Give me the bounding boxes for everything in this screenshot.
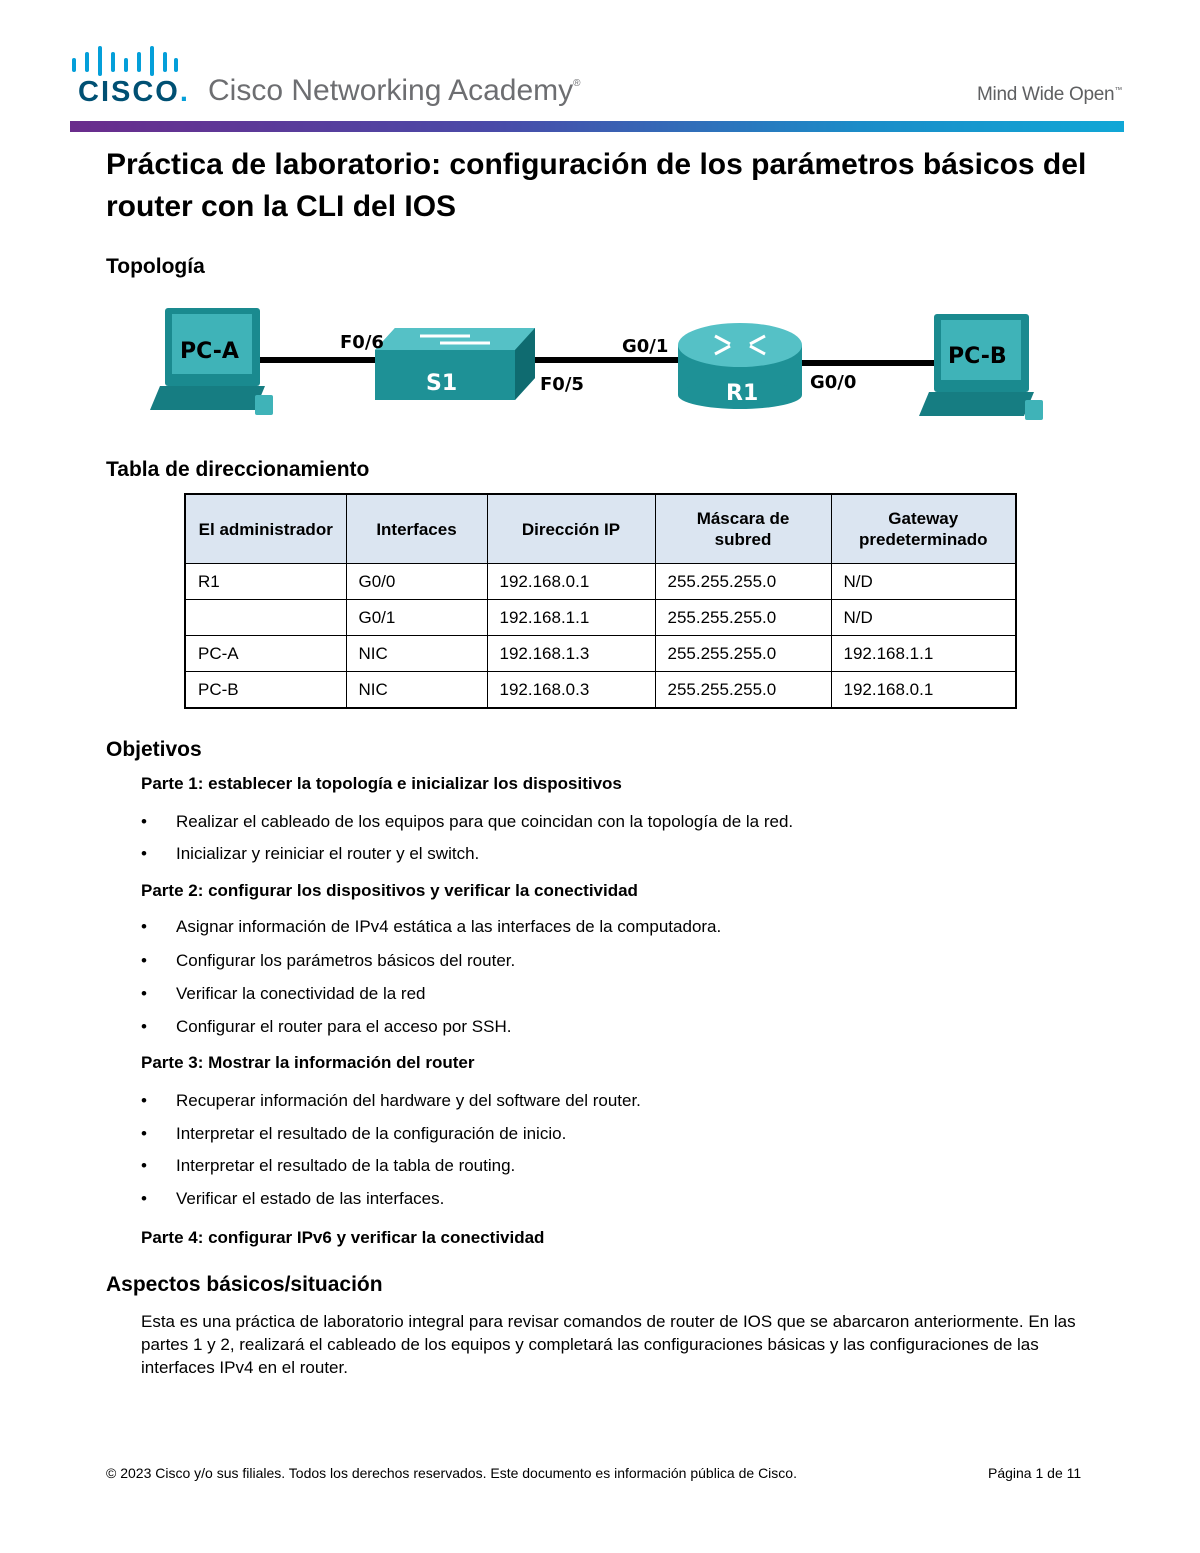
column-header: Gateway predeterminado (831, 494, 1016, 564)
document-title: Práctica de laboratorio: configuración de los parámetros básicos del router con la CLI del IOS (106, 148, 1087, 223)
part-2-title: Parte 2: configurar los dispositivos y verificar la conectividad (141, 881, 638, 900)
table-cell: PC-A (185, 636, 346, 672)
bullet-icon: • (141, 1189, 147, 1208)
router-r1-label: R1 (726, 381, 759, 406)
switch-s1-label: S1 (426, 371, 458, 396)
table-header-row (185, 494, 1016, 564)
tagline: Mind Wide Open™ (977, 84, 1123, 105)
table-cell: 192.168.1.1 (487, 600, 655, 636)
part-1-title: Parte 1: establecer la topología e inicializar los dispositivos (141, 774, 622, 793)
bullet-icon: • (141, 1091, 147, 1110)
table-row (185, 672, 1016, 709)
bullet-icon: • (141, 951, 147, 970)
bullet-icon: • (141, 1156, 147, 1175)
cisco-logo-wordmark: CISCO. (78, 76, 190, 108)
list-item: • Recuperar información del hardware y del software del router. (141, 1091, 641, 1110)
part-4-title: Parte 4: configurar IPv6 y verificar la conectividad (141, 1228, 545, 1247)
port-label-s1-f06: F0/6 (340, 332, 384, 353)
table-cell: N/D (831, 564, 1016, 600)
addressing-table-heading: Tabla de direccionamiento (106, 458, 370, 481)
table-cell: 255.255.255.0 (655, 600, 831, 636)
port-label-r1-g00: G0/0 (810, 372, 857, 393)
header-divider-bar (70, 121, 1124, 132)
table-cell: 192.168.1.1 (831, 636, 1016, 672)
list-item: • Interpretar el resultado de la tabla de routing. (141, 1156, 516, 1175)
pc-b-label: PC-B (948, 344, 1007, 369)
bullet-icon: • (141, 844, 147, 863)
academy-name: Cisco Networking Academy® (208, 74, 581, 107)
background-heading: Aspectos básicos/situación (106, 1273, 383, 1296)
addressing-table (184, 493, 1017, 709)
table-cell: 192.168.1.3 (487, 636, 655, 672)
port-label-r1-g01: G0/1 (622, 336, 669, 357)
list-item: • Interpretar el resultado de la configuración de inicio. (141, 1124, 567, 1143)
cable-links (258, 360, 940, 363)
table-cell: PC-B (185, 672, 346, 709)
bullet-icon: • (141, 1124, 147, 1143)
table-cell: R1 (185, 564, 346, 600)
footer-copyright: © 2023 Cisco y/o sus filiales. Todos los derechos reservados. Este documento es información pública de Cisco. (106, 1465, 797, 1481)
bullet-icon: • (141, 917, 147, 936)
table-cell: NIC (346, 636, 487, 672)
table-cell: 255.255.255.0 (655, 564, 831, 600)
table-row (185, 636, 1016, 672)
topology-heading: Topología (106, 255, 205, 278)
table-cell: 192.168.0.1 (831, 672, 1016, 709)
list-item: • Verificar la conectividad de la red (141, 984, 426, 1003)
column-header: Interfaces (346, 494, 487, 564)
bullet-icon: • (141, 984, 147, 1003)
table-cell: 255.255.255.0 (655, 672, 831, 709)
cisco-logo-bars-icon (70, 46, 180, 76)
table-cell: G0/1 (346, 600, 487, 636)
objectives-heading: Objetivos (106, 738, 202, 761)
table-cell: NIC (346, 672, 487, 709)
list-item: • Verificar el estado de las interfaces. (141, 1189, 445, 1208)
topology-diagram (130, 300, 1070, 430)
table-row (185, 564, 1016, 600)
background-paragraph: Esta es una práctica de laboratorio integral para revisar comandos de router de IOS que se abarcaron anteriormente. En las partes 1 y 2, realizará el cableado de los equipos y completará las configuraciones básicas y las configuraciones de las interfaces IPv4 en el router. (141, 1312, 1076, 1377)
list-item: • Realizar el cableado de los equipos para que coincidan con la topología de la red. (141, 812, 794, 831)
column-header: Máscara de subred (655, 494, 831, 564)
list-item: • Inicializar y reiniciar el router y el switch. (141, 844, 480, 863)
table-cell: 192.168.0.1 (487, 564, 655, 600)
pc-a-label: PC-A (180, 339, 239, 364)
port-label-s1-f05: F0/5 (540, 374, 584, 395)
column-header: El administrador (185, 494, 346, 564)
bullet-icon: • (141, 812, 147, 831)
table-cell: G0/0 (346, 564, 487, 600)
table-cell: N/D (831, 600, 1016, 636)
part-3-title: Parte 3: Mostrar la información del router (141, 1053, 475, 1072)
list-item: • Configurar el router para el acceso por SSH. (141, 1017, 512, 1036)
list-item: • Configurar los parámetros básicos del router. (141, 951, 516, 970)
table-cell: 192.168.0.3 (487, 672, 655, 709)
column-header: Dirección IP (487, 494, 655, 564)
table-cell: 255.255.255.0 (655, 636, 831, 672)
list-item: • Asignar información de IPv4 estática a las interfaces de la computadora. (141, 917, 722, 936)
page-number: Página 1 de 11 (988, 1465, 1082, 1481)
table-row (185, 600, 1016, 636)
table-cell (185, 600, 346, 636)
bullet-icon: • (141, 1017, 147, 1036)
